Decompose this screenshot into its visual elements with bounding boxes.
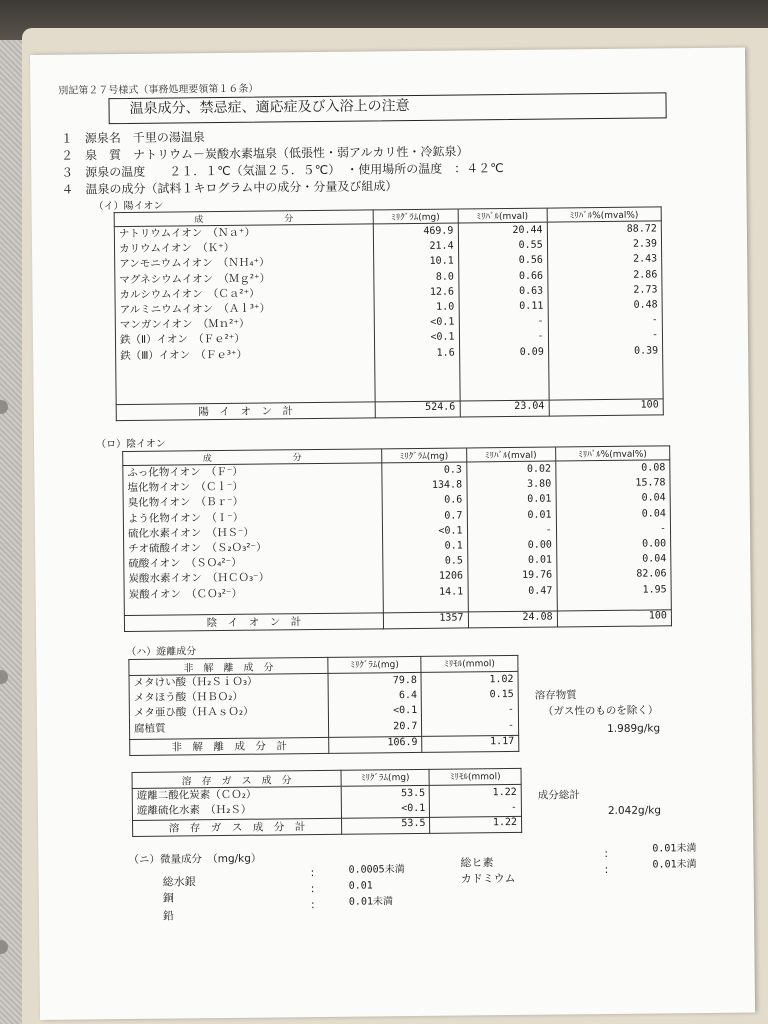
- gas-mg-cell: [341, 785, 430, 818]
- col-header: ﾐﾘﾓﾙ(mmol): [421, 655, 518, 672]
- value: 0.04: [641, 507, 666, 520]
- nondiss-caption: （ハ）遊離成分: [126, 646, 197, 659]
- value: 20.7: [393, 720, 418, 732]
- title-box: [108, 92, 666, 124]
- value: 0.01: [527, 554, 553, 566]
- col-header: ﾐﾘﾊﾞﾙ(mval): [466, 447, 555, 462]
- value: 0.66: [518, 270, 544, 282]
- gas-mmol-cell: [430, 784, 522, 817]
- table-row: メタけい酸（Ｈ₂ＳｉＯ₃）: [133, 675, 258, 689]
- value: 19.76: [522, 569, 553, 582]
- cation-total-mg: 524.6: [375, 401, 460, 418]
- total-value: 2.042g/kg: [607, 804, 662, 817]
- value: 134.8: [431, 479, 463, 492]
- anion-total-label: 陰 イ オ ン 計: [124, 613, 383, 632]
- value: 0.04: [641, 492, 666, 504]
- table-row: 炭酸水素イオン （ＨＣＯ₃⁻）: [128, 571, 270, 586]
- trace-colon: :: [310, 866, 315, 880]
- document-page: [30, 48, 755, 1020]
- value: -: [659, 523, 667, 535]
- cation-pct-cell: [547, 221, 663, 400]
- trace-item: カドミウム: [460, 871, 516, 886]
- value: 0.39: [633, 344, 659, 357]
- cation-mg-cell: [373, 223, 459, 402]
- value: <0.1: [430, 316, 455, 328]
- col-header: 非 解 離 成 分: [129, 657, 328, 675]
- gas-table: [132, 768, 523, 837]
- col-header: 成 分: [123, 449, 382, 466]
- gas-total-label: 溶 存 ガ ス 成 分 計: [133, 818, 342, 836]
- trace-colon: :: [604, 862, 609, 877]
- item-spring-quality: ２ 泉 質 ナトリウム－炭酸水素塩泉（低張性・弱アルカリ性・冷鉱泉）: [60, 144, 469, 163]
- col-header: 成 分: [114, 210, 373, 227]
- table-row: マンガンイオン （Ｍｎ²⁺）: [119, 317, 250, 332]
- value: <0.1: [430, 331, 455, 344]
- table-row: 塩化物イオン （Ｃｌ⁻）: [127, 480, 244, 495]
- value: 2.43: [633, 253, 658, 266]
- value: 14.1: [439, 585, 464, 598]
- value: 0.01: [527, 509, 552, 521]
- value: 8.0: [435, 271, 454, 283]
- value: 0.47: [528, 585, 553, 597]
- col-header: 溶 存 ガ ス 成 分: [132, 770, 341, 788]
- nondiss-total-label: 非 解 離 成 分 計: [130, 737, 329, 755]
- cation-total-mval: 23.04: [460, 400, 549, 417]
- value: 3.80: [527, 478, 552, 491]
- value: 82.06: [636, 568, 667, 580]
- binder-ring: [0, 670, 8, 684]
- cation-table: [114, 206, 664, 421]
- value: 88.72: [626, 223, 657, 235]
- col-header: ﾐﾘﾊﾞﾙ(mval): [458, 208, 547, 223]
- anion-caption: （ロ）陰イオン: [96, 438, 166, 451]
- trace-item: 総水銀: [162, 875, 196, 889]
- table-row: 鉄（Ⅲ）イオン （Ｆｅ³⁺）: [120, 348, 248, 362]
- value: 2.73: [633, 284, 658, 296]
- nondiss-total-mg: 106.9: [329, 736, 422, 753]
- value: -: [545, 524, 552, 536]
- value: 469.9: [423, 225, 454, 237]
- value: 0.55: [518, 239, 543, 252]
- gas-total-mg: 53.5: [342, 817, 431, 834]
- cation-total-pct: 100: [549, 399, 663, 416]
- anion-mval-cell: [466, 461, 557, 612]
- cation-total-label: 陽 イ オ ン 計: [116, 402, 375, 421]
- page-title: 温泉成分、禁忌症、適応症及び入浴上の注意: [129, 98, 410, 117]
- nondiss-table: [128, 655, 519, 756]
- value: 0.5: [444, 555, 463, 567]
- anion-table: [122, 445, 672, 632]
- table-row: アンモニウムイオン （ＮＨ₄⁺）: [119, 256, 270, 271]
- table-row: ふっ化物イオン （Ｆ⁻）: [127, 465, 243, 480]
- col-header: ﾐﾘｸﾞﾗﾑ(mg): [382, 448, 467, 463]
- value: -: [537, 330, 544, 343]
- value: 0.56: [518, 255, 543, 267]
- table-row: チオ硫酸イオン （Ｓ₂Ｏ₃²⁻）: [128, 541, 267, 555]
- value: 1206: [438, 570, 464, 583]
- nondiss-mg-cell: [328, 672, 422, 737]
- value: -: [537, 315, 544, 327]
- anion-total-mval: 24.08: [468, 611, 557, 628]
- value: -: [507, 719, 515, 731]
- value: 0.63: [519, 285, 544, 297]
- value: 0.01: [527, 493, 552, 506]
- col-header: ﾐﾘﾓﾙ(mmol): [429, 768, 521, 785]
- value: 0.02: [526, 463, 552, 475]
- table-row: 遊離二酸化炭素（ＣＯ₂）: [136, 788, 257, 802]
- value: 20.44: [512, 224, 543, 236]
- col-header: ﾐﾘｸﾞﾗﾑ(mg): [328, 656, 421, 673]
- col-header: ﾐﾘﾊﾞﾙ%(mval%): [555, 446, 669, 461]
- value: -: [507, 704, 514, 716]
- trace-value: 0.0005未満: [348, 864, 405, 876]
- anion-name-cell: [123, 463, 384, 616]
- cation-name-cell: [114, 224, 375, 405]
- value: 0.08: [641, 462, 666, 474]
- value: 1.02: [489, 673, 514, 686]
- value: 6.4: [398, 690, 418, 702]
- value: 2.86: [633, 269, 658, 281]
- gas-name-cell: [132, 786, 341, 820]
- value: 0.04: [642, 553, 667, 565]
- value: 0.48: [633, 299, 658, 311]
- value: 0.00: [527, 539, 552, 551]
- nondiss-name-cell: [129, 673, 329, 739]
- trace-value: 0.01: [348, 880, 373, 892]
- table-row: 硫化水素イオン （ＨＳ⁻）: [127, 526, 255, 540]
- trace-caption: （ニ）微量成分 （mg/kg）: [128, 852, 262, 867]
- value: 1.22: [492, 786, 517, 799]
- binder-ring: [0, 400, 8, 414]
- value: 0.7: [444, 510, 463, 522]
- trace-colon: :: [310, 882, 315, 896]
- trace-value: 0.01未満: [348, 896, 394, 908]
- item-source-name: １ 源泉名 千里の湯温泉: [60, 130, 205, 146]
- trace-item: 鉛: [162, 909, 175, 923]
- table-row: カリウムイオン （Ｋ⁺）: [118, 242, 235, 256]
- value: -: [651, 329, 659, 341]
- table-row: 硫酸イオン （ＳＯ₄²⁻）: [128, 556, 242, 571]
- col-header: ﾐﾘﾊﾞﾙ%(mval%): [547, 207, 661, 222]
- anion-total-mg: 1357: [383, 612, 468, 629]
- value: 53.5: [401, 787, 426, 800]
- table-row: メタ亜ひ酸（ＨＡｓＯ₂）: [133, 706, 254, 720]
- nondiss-mmol-cell: [421, 671, 518, 736]
- trace-item: 総ヒ素: [460, 856, 494, 870]
- form-id: 別記第２７号様式（事務処理要領第１６条）: [58, 83, 259, 97]
- trace-colon: :: [310, 898, 315, 912]
- dissolved-label: 溶存物質: [534, 689, 577, 702]
- cation-caption: （イ）陽イオン: [93, 200, 164, 213]
- value: <0.1: [393, 705, 418, 717]
- value: 10.1: [429, 255, 454, 268]
- value: <0.1: [438, 525, 463, 537]
- item-temperature: ３ 源泉の温度 ２１．１℃（気温２５．５℃） ・使用場所の温度 ：４２℃: [61, 161, 504, 180]
- table-row: メタほう酸（ＨＢＯ₂）: [133, 690, 244, 705]
- value: 0.3: [443, 464, 462, 476]
- cation-mval-cell: [458, 222, 549, 401]
- value: 15.78: [635, 477, 666, 489]
- value: 0.00: [642, 538, 667, 550]
- value: 0.11: [519, 300, 544, 312]
- value: <0.1: [401, 803, 426, 815]
- table-row: 臭化物イオン （Ｂｒ⁻）: [127, 496, 244, 510]
- trace-colon: :: [604, 846, 609, 861]
- value: 79.8: [392, 674, 417, 687]
- total-label: 成分総計: [537, 789, 580, 802]
- table-row: マグネシウムイオン （Ｍｇ²⁺）: [119, 272, 271, 286]
- value: 2.39: [632, 238, 658, 250]
- col-header: ﾐﾘｸﾞﾗﾑ(mg): [373, 209, 458, 224]
- value: 12.6: [429, 286, 455, 298]
- value: -: [510, 802, 517, 814]
- table-row: よう化物イオン （Ｉ⁻）: [127, 511, 244, 525]
- trace-item: 銅: [162, 891, 174, 905]
- anion-total-pct: 100: [557, 610, 671, 627]
- col-header: ﾐﾘｸﾞﾗﾑ(mg): [341, 769, 430, 786]
- table-row: アルミニウムイオン （Ａｌ³⁺）: [119, 302, 271, 317]
- dissolved-value: 1.989g/kg: [607, 722, 661, 735]
- dissolved-sub: （ガス性のものを除く）: [542, 704, 659, 718]
- value: 1.0: [436, 301, 455, 313]
- nondiss-total-mmol: 1.17: [422, 735, 519, 752]
- anion-mg-cell: [382, 462, 468, 613]
- trace-value: 0.01未満: [652, 843, 697, 855]
- value: 1.95: [642, 583, 667, 596]
- trace-value: 0.01未満: [652, 859, 697, 871]
- gas-total-mmol: 1.22: [430, 816, 522, 833]
- anion-pct-cell: [555, 460, 671, 611]
- table-row: 鉄（Ⅱ）イオン （Ｆｅ²⁺）: [119, 333, 245, 347]
- value: 0.09: [519, 346, 544, 358]
- value: 0.15: [489, 689, 514, 701]
- value: 21.4: [429, 240, 454, 253]
- table-row: ナトリウムイオン （Ｎａ⁺）: [118, 226, 256, 241]
- value: 1.6: [436, 347, 455, 359]
- table-row: 炭酸イオン （ＣＯ₃²⁻）: [128, 587, 243, 601]
- binder-ring: [0, 940, 8, 954]
- value: -: [651, 314, 658, 326]
- table-row: 遊離硫化水素 （Ｈ₂Ｓ）: [136, 803, 252, 818]
- table-row: 腐植質: [133, 722, 166, 735]
- value: 0.1: [444, 540, 463, 552]
- table-row: カルシウムイオン （Ｃａ²⁺）: [119, 287, 260, 301]
- item-components: ４ 温泉の成分（試料１キログラム中の成分・分量及び組成）: [61, 179, 398, 197]
- value: 0.6: [444, 494, 463, 507]
